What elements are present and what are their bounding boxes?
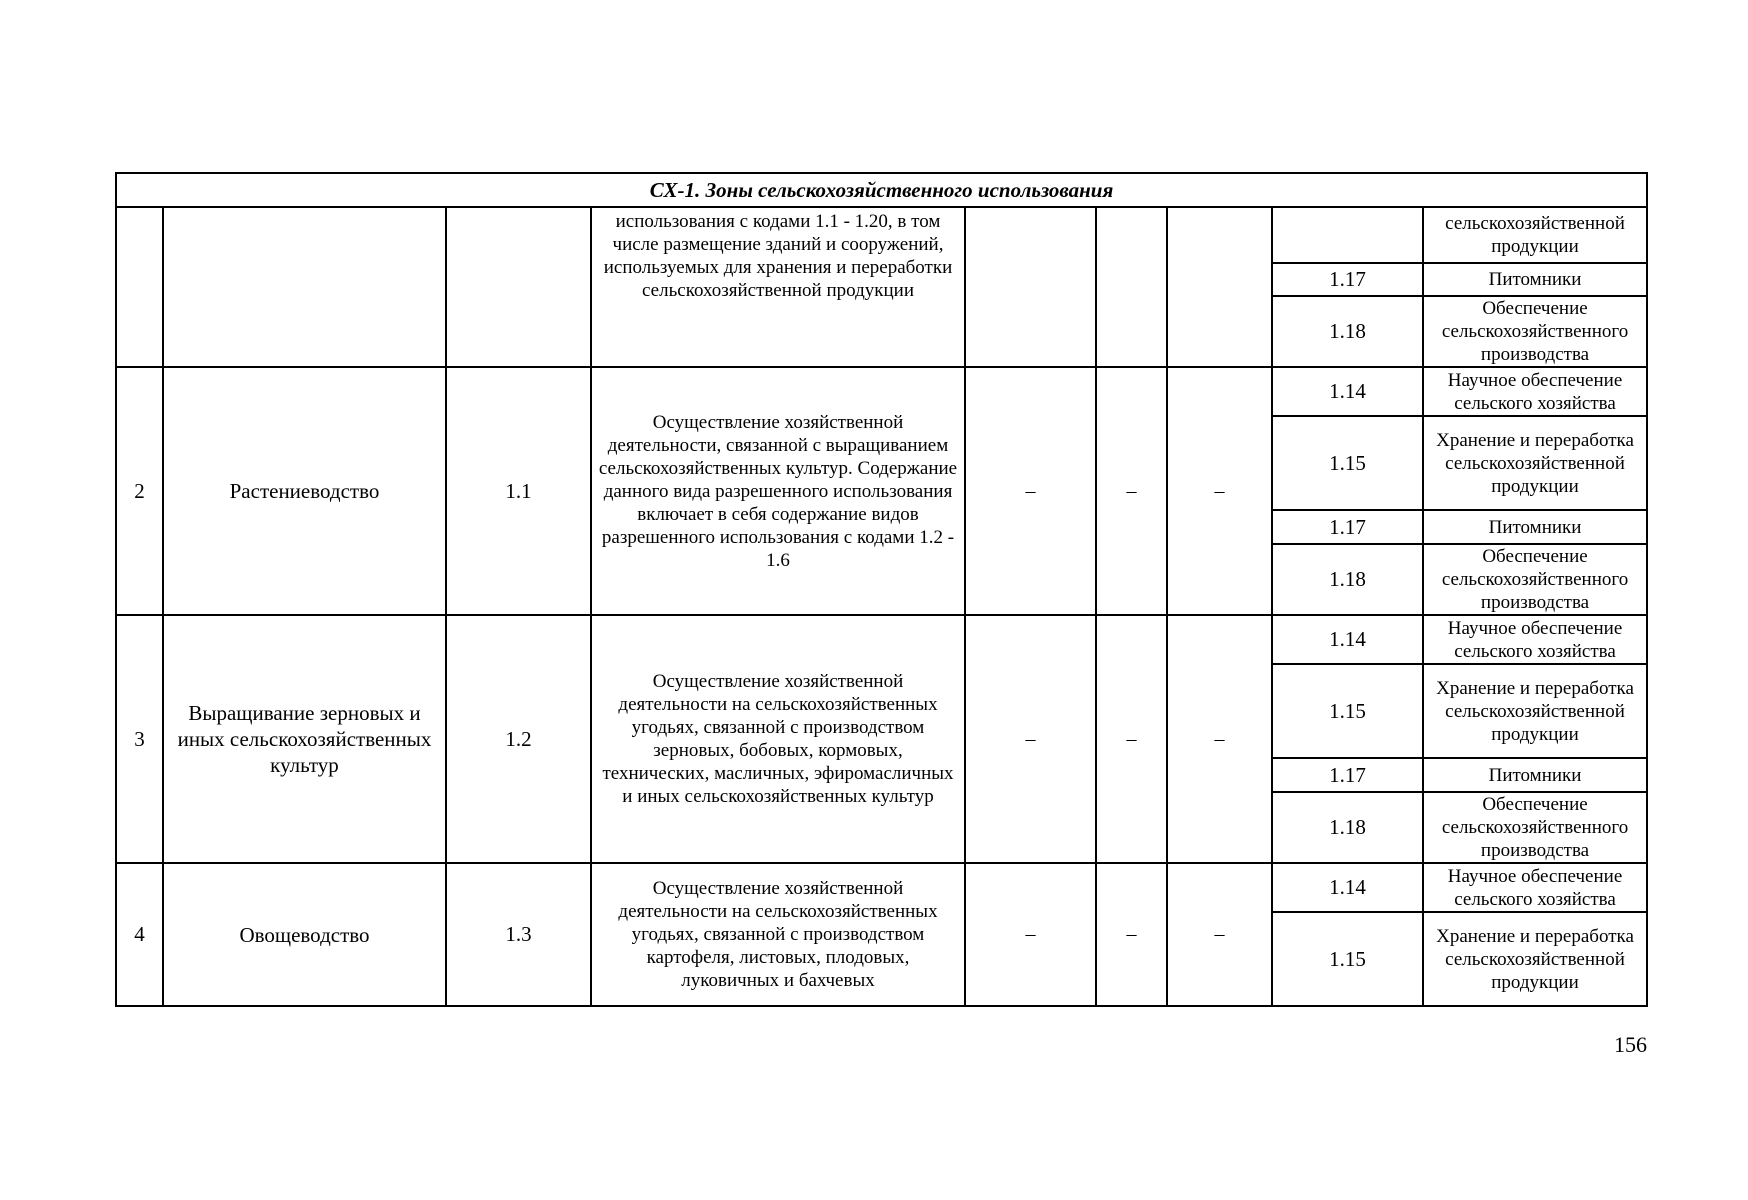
dash-cell: – <box>1096 615 1167 863</box>
sub-code-cell: 1.17 <box>1272 510 1423 544</box>
sub-name-cell: Хранение и переработка сельскохозяйственной продукции <box>1423 416 1647 510</box>
description-cell: Осуществление хозяйственной деятельности на сельскохозяйственных угодьях, связанной с производством картофеля, листовых, плодовых, луковичных и бахчевых <box>591 863 965 1006</box>
description-cell: использования с кодами 1.1 - 1.20, в том числе размещение зданий и сооружений, используемых для хранения и переработки сельскохозяйственной продукции <box>591 207 965 367</box>
sub-code-cell: 1.14 <box>1272 367 1423 416</box>
sub-code-cell: 1.14 <box>1272 615 1423 664</box>
sub-name-cell: Научное обеспечение сельского хозяйства <box>1423 863 1647 912</box>
description-cell: Осуществление хозяйственной деятельности на сельскохозяйственных угодьях, связанной с производством зерновых, бобовых, кормовых, технических, масличных, эфиромасличных и иных сельскохозяйственных культур <box>591 615 965 863</box>
sub-code-cell: 1.18 <box>1272 544 1423 615</box>
dash-cell: – <box>1167 367 1272 615</box>
code-cell: 1.1 <box>446 367 591 615</box>
sub-code-cell: 1.15 <box>1272 416 1423 510</box>
sub-name-cell: Научное обеспечение сельского хозяйства <box>1423 367 1647 416</box>
sub-code-cell: 1.18 <box>1272 792 1423 863</box>
row-number-cell: 2 <box>116 367 163 615</box>
sub-name-cell: Обеспечение сельскохозяйственного производства <box>1423 296 1647 367</box>
sub-code-cell: 1.15 <box>1272 664 1423 758</box>
row-number-cell: 3 <box>116 615 163 863</box>
sub-name-cell: Научное обеспечение сельского хозяйства <box>1423 615 1647 664</box>
dash-cell: – <box>1096 367 1167 615</box>
code-cell <box>446 207 591 367</box>
dash-cell: – <box>1167 615 1272 863</box>
sub-code-cell: 1.18 <box>1272 296 1423 367</box>
sub-code-cell <box>1272 207 1423 263</box>
sub-name-cell: Обеспечение сельскохозяйственного производства <box>1423 792 1647 863</box>
sub-name-cell: Хранение и переработка сельскохозяйственной продукции <box>1423 912 1647 1006</box>
dash-cell: – <box>1096 863 1167 1006</box>
empty-cell <box>965 207 1096 367</box>
sub-code-cell: 1.17 <box>1272 758 1423 792</box>
row-number-cell <box>116 207 163 367</box>
description-cell: Осуществление хозяйственной деятельности, связанной с выращиванием сельскохозяйственных культур. Содержание данного вида разрешенного использования включает в себя содержание видов разрешенного использования с кодами 1.2 - 1.6 <box>591 367 965 615</box>
sub-name-cell: Хранение и переработка сельскохозяйственной продукции <box>1423 664 1647 758</box>
sub-name-cell: Обеспечение сельскохозяйственного производства <box>1423 544 1647 615</box>
sub-name-cell: Питомники <box>1423 510 1647 544</box>
sub-name-cell: Питомники <box>1423 263 1647 296</box>
row-number-cell: 4 <box>116 863 163 1006</box>
code-cell: 1.3 <box>446 863 591 1006</box>
table-title: СХ-1. Зоны сельскохозяйственного использования <box>116 173 1647 207</box>
dash-cell: – <box>965 367 1096 615</box>
zones-table <box>115 172 1648 1007</box>
sub-code-cell: 1.14 <box>1272 863 1423 912</box>
name-cell: Овощеводство <box>163 863 446 1006</box>
sub-name-cell: сельскохозяйственной продукции <box>1423 207 1647 263</box>
sub-name-cell: Питомники <box>1423 758 1647 792</box>
empty-cell <box>1096 207 1167 367</box>
code-cell: 1.2 <box>446 615 591 863</box>
name-cell <box>163 207 446 367</box>
dash-cell: – <box>965 615 1096 863</box>
dash-cell: – <box>965 863 1096 1006</box>
sub-code-cell: 1.15 <box>1272 912 1423 1006</box>
page-number: 156 <box>1614 1032 1647 1057</box>
dash-cell: – <box>1167 863 1272 1006</box>
name-cell: Растениеводство <box>163 367 446 615</box>
empty-cell <box>1167 207 1272 367</box>
name-cell: Выращивание зерновых и иных сельскохозяйственных культур <box>163 615 446 863</box>
sub-code-cell: 1.17 <box>1272 263 1423 296</box>
